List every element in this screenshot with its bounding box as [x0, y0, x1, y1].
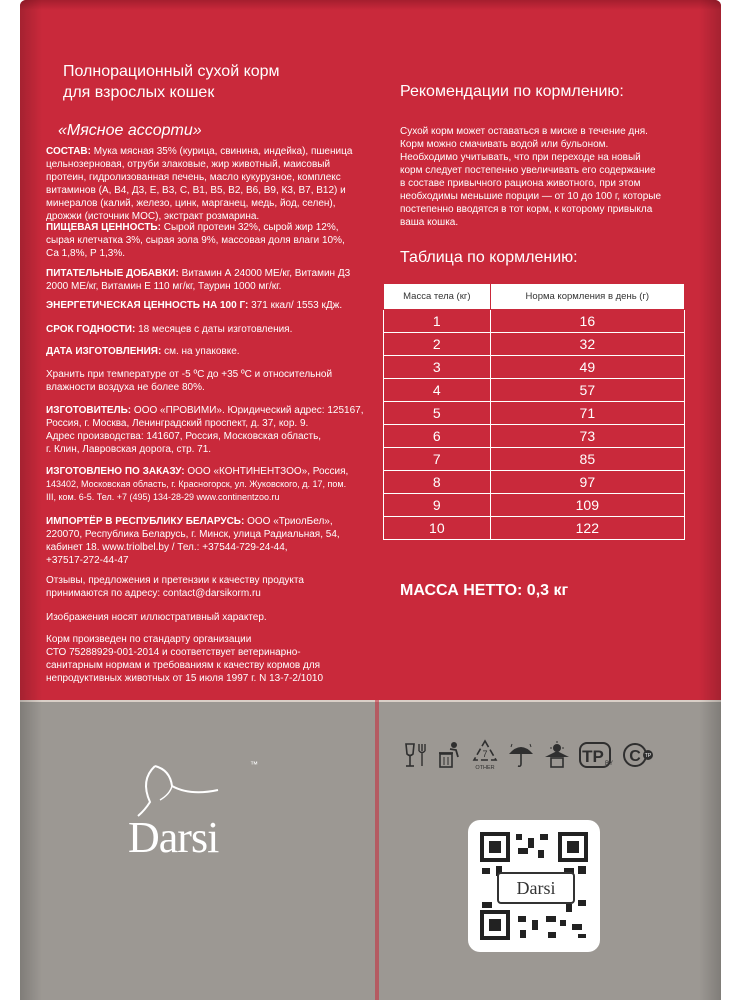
storage-conditions	[46, 368, 376, 394]
importer-text: 220070, Республика Беларусь, г. Минск, улица Радиальная, 54,	[46, 529, 340, 540]
bag-shadow-right	[699, 0, 721, 1000]
sun-protect-icon	[542, 740, 572, 770]
recommend-text: корм следует постепенно увеличивать его содержание	[400, 165, 656, 176]
date-text: см. на упаковке.	[161, 346, 240, 357]
table-row	[384, 425, 685, 448]
table-row	[384, 494, 685, 517]
manufacturer	[46, 404, 376, 456]
nutrition-label: ПИЩЕВАЯ ЦЕННОСТЬ:	[46, 222, 161, 233]
standard-note	[46, 633, 376, 685]
recycle-sub: OTHER	[475, 765, 495, 771]
importer-text: ООО «ТриолБел»,	[244, 516, 333, 527]
nutrition-text: сырая клетчатка 3%, сырая зола 9%, массовая доля влаги 10%,	[46, 235, 345, 246]
table-row	[384, 310, 685, 333]
weight-cell: 9	[384, 494, 491, 517]
feedback-text: Отзывы, предложения и претензии к качеству продукта	[46, 575, 304, 586]
ration-cell: 71	[490, 402, 684, 425]
additives	[46, 267, 376, 293]
manufacture-date	[46, 345, 240, 358]
tr-label: TP	[582, 747, 604, 766]
feeding-table-title: Таблица по кормлению:	[400, 249, 578, 266]
date-label: ДАТА ИЗГОТОВЛЕНИЯ:	[46, 346, 162, 357]
feedback	[46, 574, 376, 600]
recommend-text: Корм можно смачивать водой или бульоном.	[400, 139, 609, 150]
recycle-bin-icon	[436, 740, 464, 770]
recycling-7-icon	[470, 738, 500, 772]
weight-cell: 10	[384, 517, 491, 540]
ration-cell: 32	[490, 333, 684, 356]
maker-text: ООО «ПРОВИМИ». Юридический адрес: 125167,	[131, 405, 364, 416]
recommend-text: в составе привычного рациона животного, при этом	[400, 178, 641, 189]
maker-text: г. Клин, Лавровская дорога, стр. 71.	[46, 444, 212, 455]
ration-cell: 16	[490, 310, 684, 333]
shelf-life	[46, 323, 292, 336]
table-row	[384, 402, 685, 425]
recommend-text: Сухой корм может оставаться в миске в течение дня.	[400, 126, 648, 137]
standard-text: Корм произведен по стандарту организации	[46, 634, 252, 645]
weight-cell: 5	[384, 402, 491, 425]
table-row	[384, 471, 685, 494]
composition	[46, 145, 376, 223]
ordered-by	[46, 465, 376, 504]
ration-cell: 57	[490, 379, 684, 402]
ration-cell: 85	[490, 448, 684, 471]
ct-mark-icon	[622, 740, 656, 770]
product-title-line2: для взрослых кошек	[63, 84, 215, 101]
brand-name: Darsi	[128, 813, 219, 862]
feeding-table	[383, 283, 685, 540]
composition-text: Мука мясная 35% (курица, свинина, индейка), пшеница	[90, 146, 353, 157]
composition-text: минералов (калий, железо, цинк, марганец, медь, йод, селен),	[46, 198, 336, 209]
ration-cell: 97	[490, 471, 684, 494]
recommend-text: ваша кошка.	[400, 217, 459, 228]
recommend-text: Необходимо учитывать, что при переходе на новый	[400, 152, 641, 163]
net-weight: МАССА НЕТТО: 0,3 кг	[400, 582, 569, 599]
energy-text: 371 ккал/ 1553 кДж.	[248, 300, 343, 311]
weight-cell: 7	[384, 448, 491, 471]
composition-text: цельнозерновая, отруби злаковые, жир животный, маисовый	[46, 159, 331, 170]
panel-divider	[20, 700, 721, 702]
composition-text: протеин, гидролизованная печень, масло кукурузное, комплекс	[46, 172, 341, 183]
storage-text: Хранить при температуре от -5 ºС до +35 ºС и относительной	[46, 369, 333, 380]
order-text: III, ком. 6-5. Тел. +7 (495) 134-28-29 www.continentzoo.ru	[46, 492, 280, 502]
table-row	[384, 356, 685, 379]
weight-cell: 8	[384, 471, 491, 494]
importer-text: +37517-272-44-47	[46, 555, 129, 566]
composition-text: витаминов (А, В4, Д3, Е, В3, С, В1, В5, В2, В6, В9, К3, В7, В12) и	[46, 185, 346, 196]
additives-text: 2000 МЕ/кг, Витамин Е 110 мг/кг, Таурин 1000 мг/кг.	[46, 281, 282, 292]
order-text: 143402, Московская область, г. Красногорск, ул. Жуковского, д. 17, пом.	[46, 479, 347, 489]
column-header: Масса тела (кг)	[384, 284, 491, 310]
standard-text: СТО 75288929-001-2014 и соответствует ветеринарно-	[46, 647, 301, 658]
weight-cell: 6	[384, 425, 491, 448]
maker-text: Россия, г. Москва, Ленинградский проспект, д. 37, кор. 9.	[46, 418, 309, 429]
ration-cell: 49	[490, 356, 684, 379]
importer-label: ИМПОРТЁР В РЕСПУБЛИКУ БЕЛАРУСЬ:	[46, 516, 245, 527]
glass-fork-icon	[400, 740, 430, 770]
energy-label: ЭНЕРГЕТИЧЕСКАЯ ЦЕННОСТЬ НА 100 Г:	[46, 300, 249, 311]
qr-brand-label: Darsi	[497, 872, 575, 904]
ct-label: C	[629, 748, 641, 765]
standard-text: санитарным нормам и требованиям к качеству кормов для	[46, 660, 321, 671]
nutrition-text: Сырой протеин 32%, сырой жир 12%,	[160, 222, 339, 233]
packaging-symbols	[400, 738, 656, 772]
maker-label: ИЗГОТОВИТЕЛЬ:	[46, 405, 132, 416]
ration-cell: 109	[490, 494, 684, 517]
darsi-logo	[110, 760, 258, 880]
energy-value	[46, 299, 386, 312]
nutrition-text: Са 1,8%, Р 1,3%.	[46, 248, 126, 259]
by-label: BY	[604, 761, 614, 767]
seam	[375, 700, 379, 1000]
ration-cell: 73	[490, 425, 684, 448]
weight-cell: 3	[384, 356, 491, 379]
weight-cell: 4	[384, 379, 491, 402]
recycle-code: 7	[482, 749, 488, 759]
feedback-text: принимаются по адресу: contact@darsikorm.ru	[46, 588, 261, 599]
table-row	[384, 333, 685, 356]
order-text: ООО «КОНТИНЕНТЗОО», Россия,	[184, 466, 349, 477]
column-header: Норма кормления в день (г)	[490, 284, 684, 310]
storage-text: влажности воздуха не более 80%.	[46, 382, 205, 393]
maker-text: Адрес производства: 141607, Россия, Московская область,	[46, 431, 322, 442]
additives-label: ПИТАТЕЛЬНЫЕ ДОБАВКИ:	[46, 268, 179, 279]
shelf-label: СРОК ГОДНОСТИ:	[46, 324, 136, 335]
bag-crimp	[20, 0, 721, 10]
recommend-text: необходимы меньшие порции — от 10 до 100 г, которые	[400, 191, 662, 202]
table-row	[384, 517, 685, 540]
feeding-recommendations-title: Рекомендации по кормлению:	[400, 83, 624, 100]
importer-text: кабинет 18. www.triolbel.by / Тел.: +37544-729-24-44,	[46, 542, 288, 553]
tr-by-mark-icon	[578, 740, 616, 770]
nutrition	[46, 221, 376, 260]
recommend-text: постепенно вводятся в тот корм, к которому привыкла	[400, 204, 653, 215]
weight-cell: 2	[384, 333, 491, 356]
umbrella-icon	[506, 740, 536, 770]
feeding-recommendations	[400, 125, 700, 229]
additives-text: Витамин А 24000 МЕ/кг, Витамин Д3	[178, 268, 351, 279]
table-row	[384, 448, 685, 471]
table-header-row	[384, 284, 685, 310]
table-row	[384, 379, 685, 402]
bag-shadow-left	[20, 0, 42, 1000]
flavor-name: «Мясное ассорти»	[58, 122, 202, 139]
importer	[46, 515, 376, 567]
weight-cell: 1	[384, 310, 491, 333]
order-label: ИЗГОТОВЛЕНО ПО ЗАКАЗУ:	[46, 466, 185, 477]
trademark: ™	[250, 760, 258, 769]
product-title-line1: Полнорационный сухой корм	[63, 63, 280, 80]
illustrative-note: Изображения носят иллюстративный характер.	[46, 612, 267, 623]
ct-sub: TP	[644, 753, 652, 759]
ration-cell: 122	[490, 517, 684, 540]
composition-label: СОСТАВ:	[46, 146, 91, 157]
shelf-text: 18 месяцев с даты изготовления.	[135, 324, 293, 335]
standard-text: непродуктивных животных от 15 июля 1997 г. N 13-7-2/1010	[46, 673, 324, 684]
composition-text: дрожжи (источник МОС), экстракт розмарина.	[46, 211, 260, 222]
